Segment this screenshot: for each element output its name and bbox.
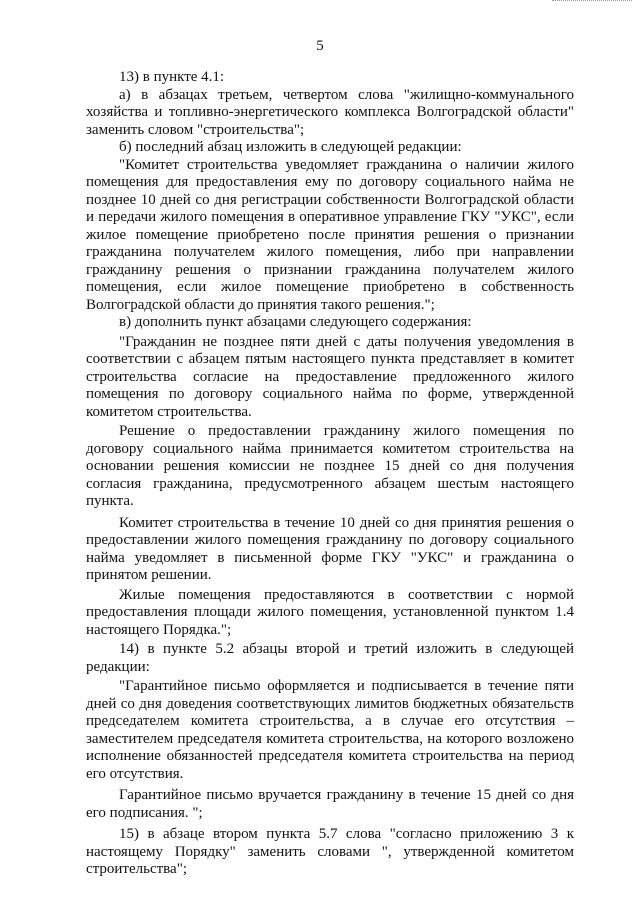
paragraph-item-13: 13) в пункте 4.1: <box>119 69 225 85</box>
paragraph-subitem-v: в) дополнить пункт абзацами следующего содержания: <box>119 314 472 330</box>
paragraph-decision: Решение о предоставлении гражданину жилого помещения по договору социального найма принимается комитетом строительства на основании решения комиссии не позднее 15 дней со дня получения согласия гражданина, предусмотренного абзацем шестым настоящего пункта. <box>86 423 574 509</box>
page-number: 5 <box>316 38 324 54</box>
paragraph-committee-notify: Комитет строительства в течение 10 дней со дня принятия решения о предоставлении жилого помещения гражданину по договору социального найма уведомляет в письменной форме ГКУ "УКС" и гражданина о принятом решении. <box>86 514 574 583</box>
paragraph-quote-citizen-consent: "Гражданин не позднее пяти дней с даты получения уведомления в соответствии с абзацем пятым настоящего пункта представляет в комитет строительства согласие на предоставление предложенного жилого помещения по договору социального найма по форме, утвержденной комитетом строительства. <box>86 333 574 420</box>
paragraph-housing-norm: Жилые помещения предоставляются в соответствии с нормой предоставления площади жилого помещения, установленной пунктом 1.4 настоящего Порядка."; <box>86 586 574 638</box>
paragraph-item-14: 14) в пункте 5.2 абзацы второй и третий изложить в следующей редакции: <box>86 641 574 675</box>
paragraph-quote-guarantee-letter: "Гарантийное письмо оформляется и подписывается в течение пяти дней со дня доведения соответствующих лимитов бюджетных обязательств председателем комитета строительства, а в случае его отсутствия – заместителем председателя комитета строительства, на которого возложено исполнение обязанностей председателя комитета строительства на период его отсутствия. <box>86 678 574 782</box>
paragraph-subitem-b: б) последний абзац изложить в следующей редакции: <box>119 139 462 155</box>
paragraph-guarantee-delivery: Гарантийное письмо вручается гражданину в течение 15 дней со дня его подписания. "; <box>86 787 574 821</box>
paragraph-subitem-a: а) в абзацах третьем, четвертом слова "жилищно-коммунального хозяйства и топливно-энергетического комплекса Волгоградской области" заменить словом "строительства"; <box>86 86 574 138</box>
scan-mark <box>552 0 632 3</box>
paragraph-item-15: 15) в абзаце втором пункта 5.7 слова "согласно приложению 3 к настоящему Порядку" заменить словами ", утвержденной комитетом строительства"; <box>86 826 574 877</box>
paragraph-quote-committee-notice: "Комитет строительства уведомляет гражданина о наличии жилого помещения для предоставления ему по договору социального найма не позднее 10 дней со дня регистрации собственности Волгоградской области и передачи жилого помещения в оперативное управление ГКУ "УКС", если жилое помещение приобретено после принятия решения о признании гражданина получателем жилого помещения, либо при направлении гражданину решения о признании гражданина получателем жилого помещения, если жилое помещение приобретено в собственность Волгоградской области до принятия такого решения."; <box>86 156 574 313</box>
document-body <box>86 69 574 879</box>
